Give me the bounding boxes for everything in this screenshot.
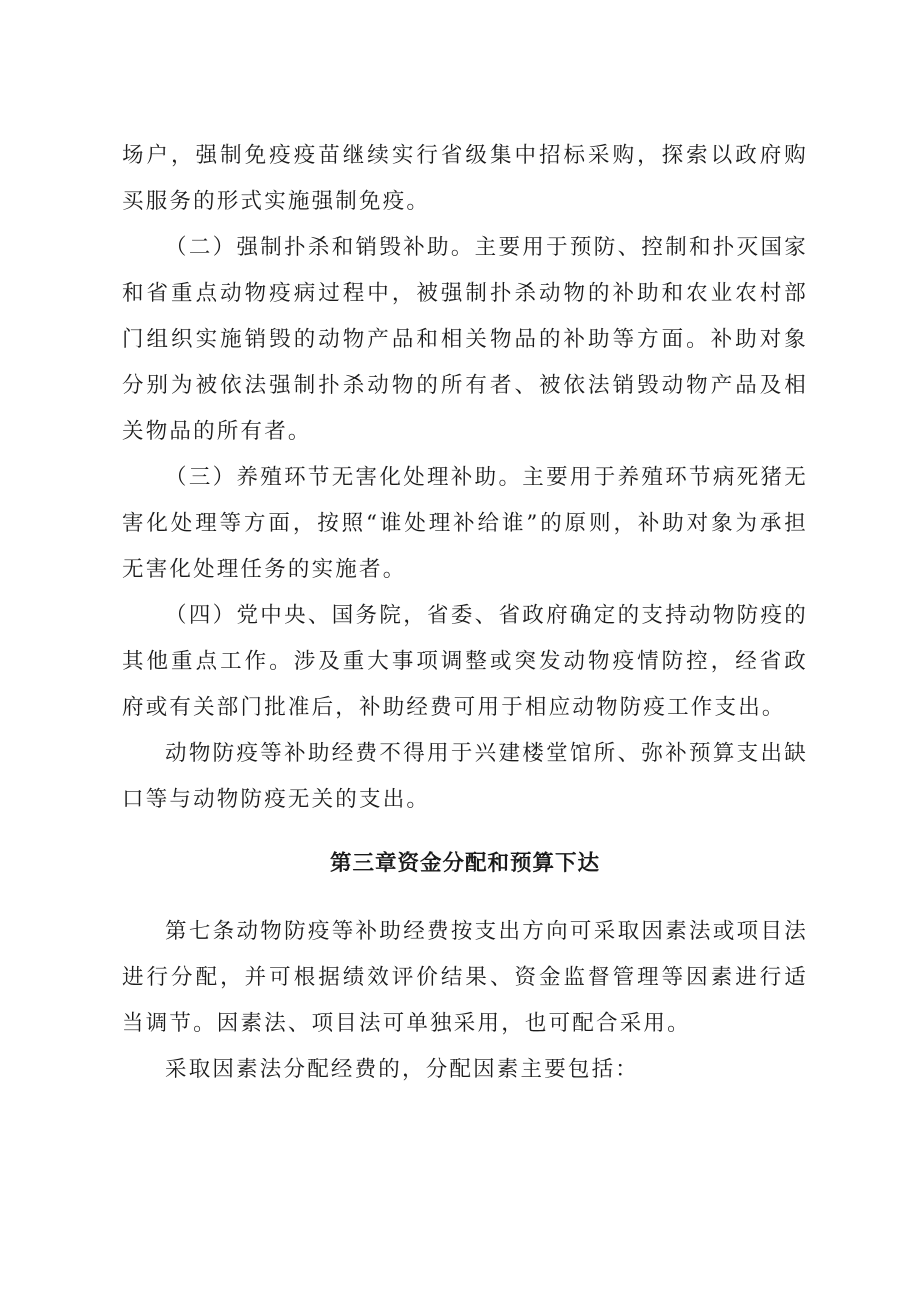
paragraph-continuation: 场户，强制免疫疫苗继续实行省级集中招标采购，探索以政府购买服务的形式实施强制免疫。 — [122, 143, 808, 214]
chapter-title: 第三章资金分配和预算下达 — [329, 851, 600, 876]
paragraph-article-seven: 第七条动物防疫等补助经费按支出方向可采取因素法或项目法进行分配，并可根据绩效评价结果、资金监督管理等因素进行适当调节。因素法、项目法可单独采用，也可配合采用。 — [122, 919, 808, 1036]
paragraph-other-key-work: （四）党中央、国务院，省委、省政府确定的支持动物防疫的其他重点工作。涉及重大事项调整或突发动物疫情防控，经省政府或有关部门批准后，补助经费可用于相应动物防疫工作支出。 — [122, 603, 808, 720]
document-body — [122, 133, 808, 1093]
paragraph-factor-method: 采取因素法分配经费的，分配因素主要包括： — [165, 1057, 640, 1082]
paragraph-restriction: 动物防疫等补助经费不得用于兴建楼堂馆所、弥补预算支出缺口等与动物防疫无关的支出。 — [122, 741, 808, 812]
paragraph-culling-subsidy: （二）强制扑杀和销毁补助。主要用于预防、控制和扑灭国家和省重点动物疫病过程中，被强制扑杀动物的补助和农业农村部门组织实施销毁的动物产品和相关物品的补助等方面。补助对象分别为被依法强制扑杀动物的所有者、被依法销毁动物产品及相关物品的所有者。 — [122, 235, 808, 444]
paragraph-harmless-treatment: （三）养殖环节无害化处理补助。主要用于养殖环节病死猪无害化处理等方面，按照“谁处理补给谁”的原则，补助对象为承担无害化处理任务的实施者。 — [122, 465, 808, 582]
